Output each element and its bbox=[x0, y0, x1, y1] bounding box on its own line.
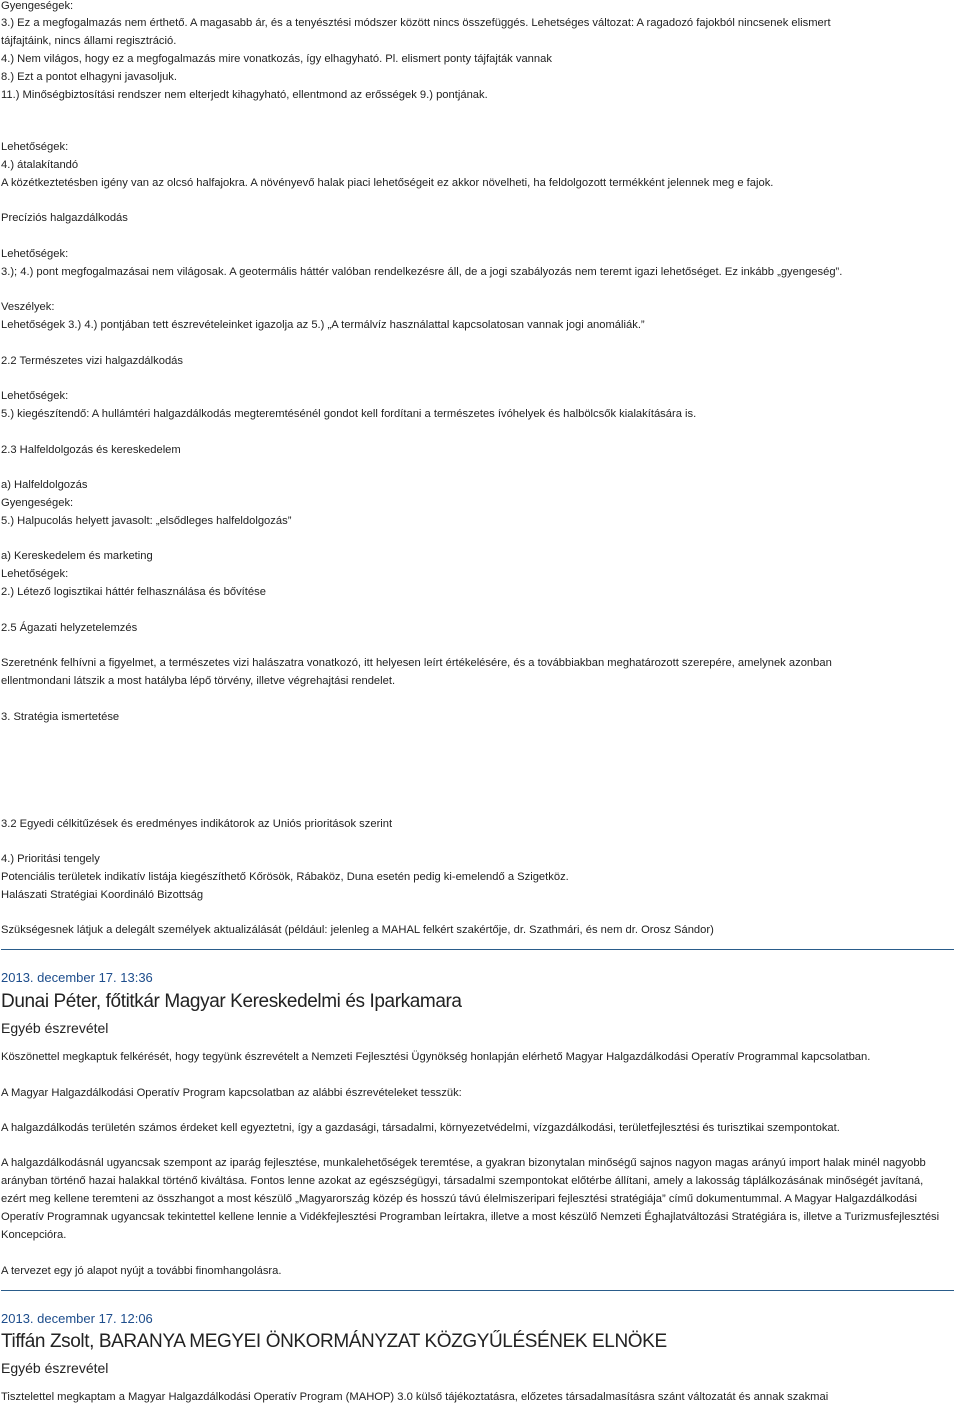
text-line: Halászati Stratégiai Koordináló Bizottság bbox=[1, 889, 204, 901]
subheading: 2.3 Halfeldolgozás és kereskedelem bbox=[1, 444, 181, 456]
text-line: Lehetőségek 3.) 4.) pontjában tett észrevételeinket igazolja az 5.) „A termálvíz használattal kapcsolatosan vannak jogi anomáliák.” bbox=[1, 319, 645, 331]
text-line: Szeretnénk felhívni a figyelmet, a természetes vizi halászatra vonatkozó, itt helyesen leírt értékelésére, és a továbbiakban meghatározott szerepére, amelynek azonban bbox=[1, 657, 832, 669]
comment-paragraph: A Magyar Halgazdálkodási Operatív Program kapcsolatban az alábbi észrevételeket tesszük: bbox=[1, 1087, 462, 1099]
text-line: 3.) Ez a megfogalmazás nem érthető. A magasabb ár, és a tenyésztési módszer között nincs összefüggés. Lehetséges változat: A ragadozó fajokból nincsenek elismert bbox=[1, 17, 831, 29]
subheading: a) Halfeldolgozás bbox=[1, 479, 88, 491]
comment-divider bbox=[1, 1290, 954, 1291]
comment-paragraph: A tervezet egy jó alapot nyújt a további finomhangolásra. bbox=[1, 1265, 282, 1277]
comment-divider bbox=[1, 949, 954, 950]
text-line: 4.) átalakítandó bbox=[1, 159, 79, 171]
comment-paragraph: Tisztelettel megkaptam a Magyar Halgazdálkodási Operatív Program (MAHOP) 3.0 külső tájékoztatásra, előzetes társadalmasításra szánt változatát és annak szakmai bbox=[1, 1391, 829, 1403]
comment-paragraph: A halgazdálkodás területén számos érdeket kell egyeztetni, így a gazdasági, társadalmi, környezetvédelmi, vízgazdálkodási, területfejlesztési és turisztikai szempontokat. bbox=[1, 1122, 840, 1134]
text-line: ellentmondani látszik a most hatályba lépő törvény, illetve végrehajtási rendelet. bbox=[1, 675, 396, 687]
comment-type: Egyéb észrevétel bbox=[1, 1020, 109, 1036]
heading-lehetosegek: Lehetőségek: bbox=[1, 248, 69, 260]
comment-date: 2013. december 17. 13:36 bbox=[1, 970, 153, 985]
comment-author: Tiffán Zsolt, BARANYA MEGYEI ÖNKORMÁNYZAT KÖZGYŰLÉSÉNEK ELNÖKE bbox=[1, 1331, 667, 1352]
heading-lehetosegek: Lehetőségek: bbox=[1, 141, 69, 153]
heading-gyengesegek: Gyengeségek: bbox=[1, 0, 74, 12]
subheading: 2.5 Ágazati helyzetelemzés bbox=[1, 622, 138, 634]
comment-date: 2013. december 17. 12:06 bbox=[1, 1311, 153, 1326]
text-line: 5.) Halpucolás helyett javasolt: „elsődleges halfeldolgozás” bbox=[1, 515, 292, 527]
comment-paragraph: A halgazdálkodásnál ugyancsak szempont az iparág fejlesztése, munkalehetőségek teremtése, a gyakran bizonytalan minőségű sajnos nagyon magas arányú import halak minél nagyobb arányban történő hazai halakkal történő kiváltása. Fontos lenne azokat az egészségügyi, társadalmi szempontokat előtérbe állítani, amely a lakosság táplálkozásának minőségét javítaná, ezért meg kellene teremteni az összhangot a most készülő „Magyarország közép és hosszú távú élelmiszeripari fejlesztési stratégiája” című dokumentummal. A Magyar Halgazdálkodási Operatív Programnak ugyancsak tekintettel kellene lennie a Vidékfejlesztési Programban leírtakra, illetve a most készülő Nemzeti Éghajlatváltozási Stratégiára is, illetve a Turizmusfejlesztési Koncepcióra. bbox=[1, 1157, 940, 1241]
heading-lehetosegek: Lehetőségek: bbox=[1, 568, 69, 580]
comment-type: Egyéb észrevétel bbox=[1, 1360, 109, 1376]
subheading: 2.2 Természetes vizi halgazdálkodás bbox=[1, 355, 183, 367]
text-line: Potenciális területek indikatív listája kiegészíthető Kőrösök, Rábaköz, Duna esetén pedig ki-emelendő a Szigetköz. bbox=[1, 871, 569, 883]
text-line: 3.); 4.) pont megfogalmazásai nem világosak. A geotermális háttér valóban rendelkezésre áll, de a jogi szabályozás nem teremt igazi lehetőséget. Ez inkább „gyengeség”. bbox=[1, 266, 843, 278]
comment-paragraph: Köszönettel megkaptuk felkérését, hogy tegyünk észrevételt a Nemzeti Fejlesztési Ügynökség honlapján elérhető Magyar Halgazdálkodási Operatív Programmal kapcsolatban. bbox=[1, 1051, 871, 1063]
text-line: 4.) Nem világos, hogy ez a megfogalmazás mire vonatkozás, így elhagyható. Pl. elismert ponty tájfajták vannak bbox=[1, 53, 552, 65]
subheading: 4.) Prioritási tengely bbox=[1, 853, 100, 865]
heading-veszelyek: Veszélyek: bbox=[1, 301, 55, 313]
comment-author: Dunai Péter, főtitkár Magyar Kereskedelmi és Iparkamara bbox=[1, 991, 462, 1012]
subheading: a) Kereskedelem és marketing bbox=[1, 550, 153, 562]
subheading: 3.2 Egyedi célkitűzések és eredményes indikátorok az Uniós prioritások szerint bbox=[1, 818, 393, 830]
heading-gyengesegek: Gyengeségek: bbox=[1, 497, 74, 509]
text-line: A közétkeztetésben igény van az olcsó halfajokra. A növényevő halak piaci lehetőségeit ez akkor növelheti, ha feldolgozott termékként jelennek meg e fajok. bbox=[1, 177, 774, 189]
text-line: 8.) Ezt a pontot elhagyni javasoljuk. bbox=[1, 71, 177, 83]
subheading: 3. Stratégia ismertetése bbox=[1, 711, 120, 723]
text-line: 11.) Minőségbiztosítási rendszer nem elterjedt kihagyható, ellentmond az erősségek 9.) pontjának. bbox=[1, 89, 488, 101]
heading-lehetosegek: Lehetőségek: bbox=[1, 390, 69, 402]
text-line: Szükségesnek látjuk a delegált személyek aktualizálását (például: jelenleg a MAHAL felkért szakértője, dr. Szathmári, és nem dr. Orosz Sándor) bbox=[1, 924, 714, 936]
text-line: 5.) kiegészítendő: A hullámtéri halgazdálkodás megteremtésénél gondot kell fordítani a természetes ívóhelyek és halbölcsők kialakítására is. bbox=[1, 408, 697, 420]
subheading: Precíziós halgazdálkodás bbox=[1, 212, 128, 224]
text-line: 2.) Létező logisztikai háttér felhasználása és bővítése bbox=[1, 586, 266, 598]
text-line: tájfajtáink, nincs állami regisztráció. bbox=[1, 35, 177, 47]
